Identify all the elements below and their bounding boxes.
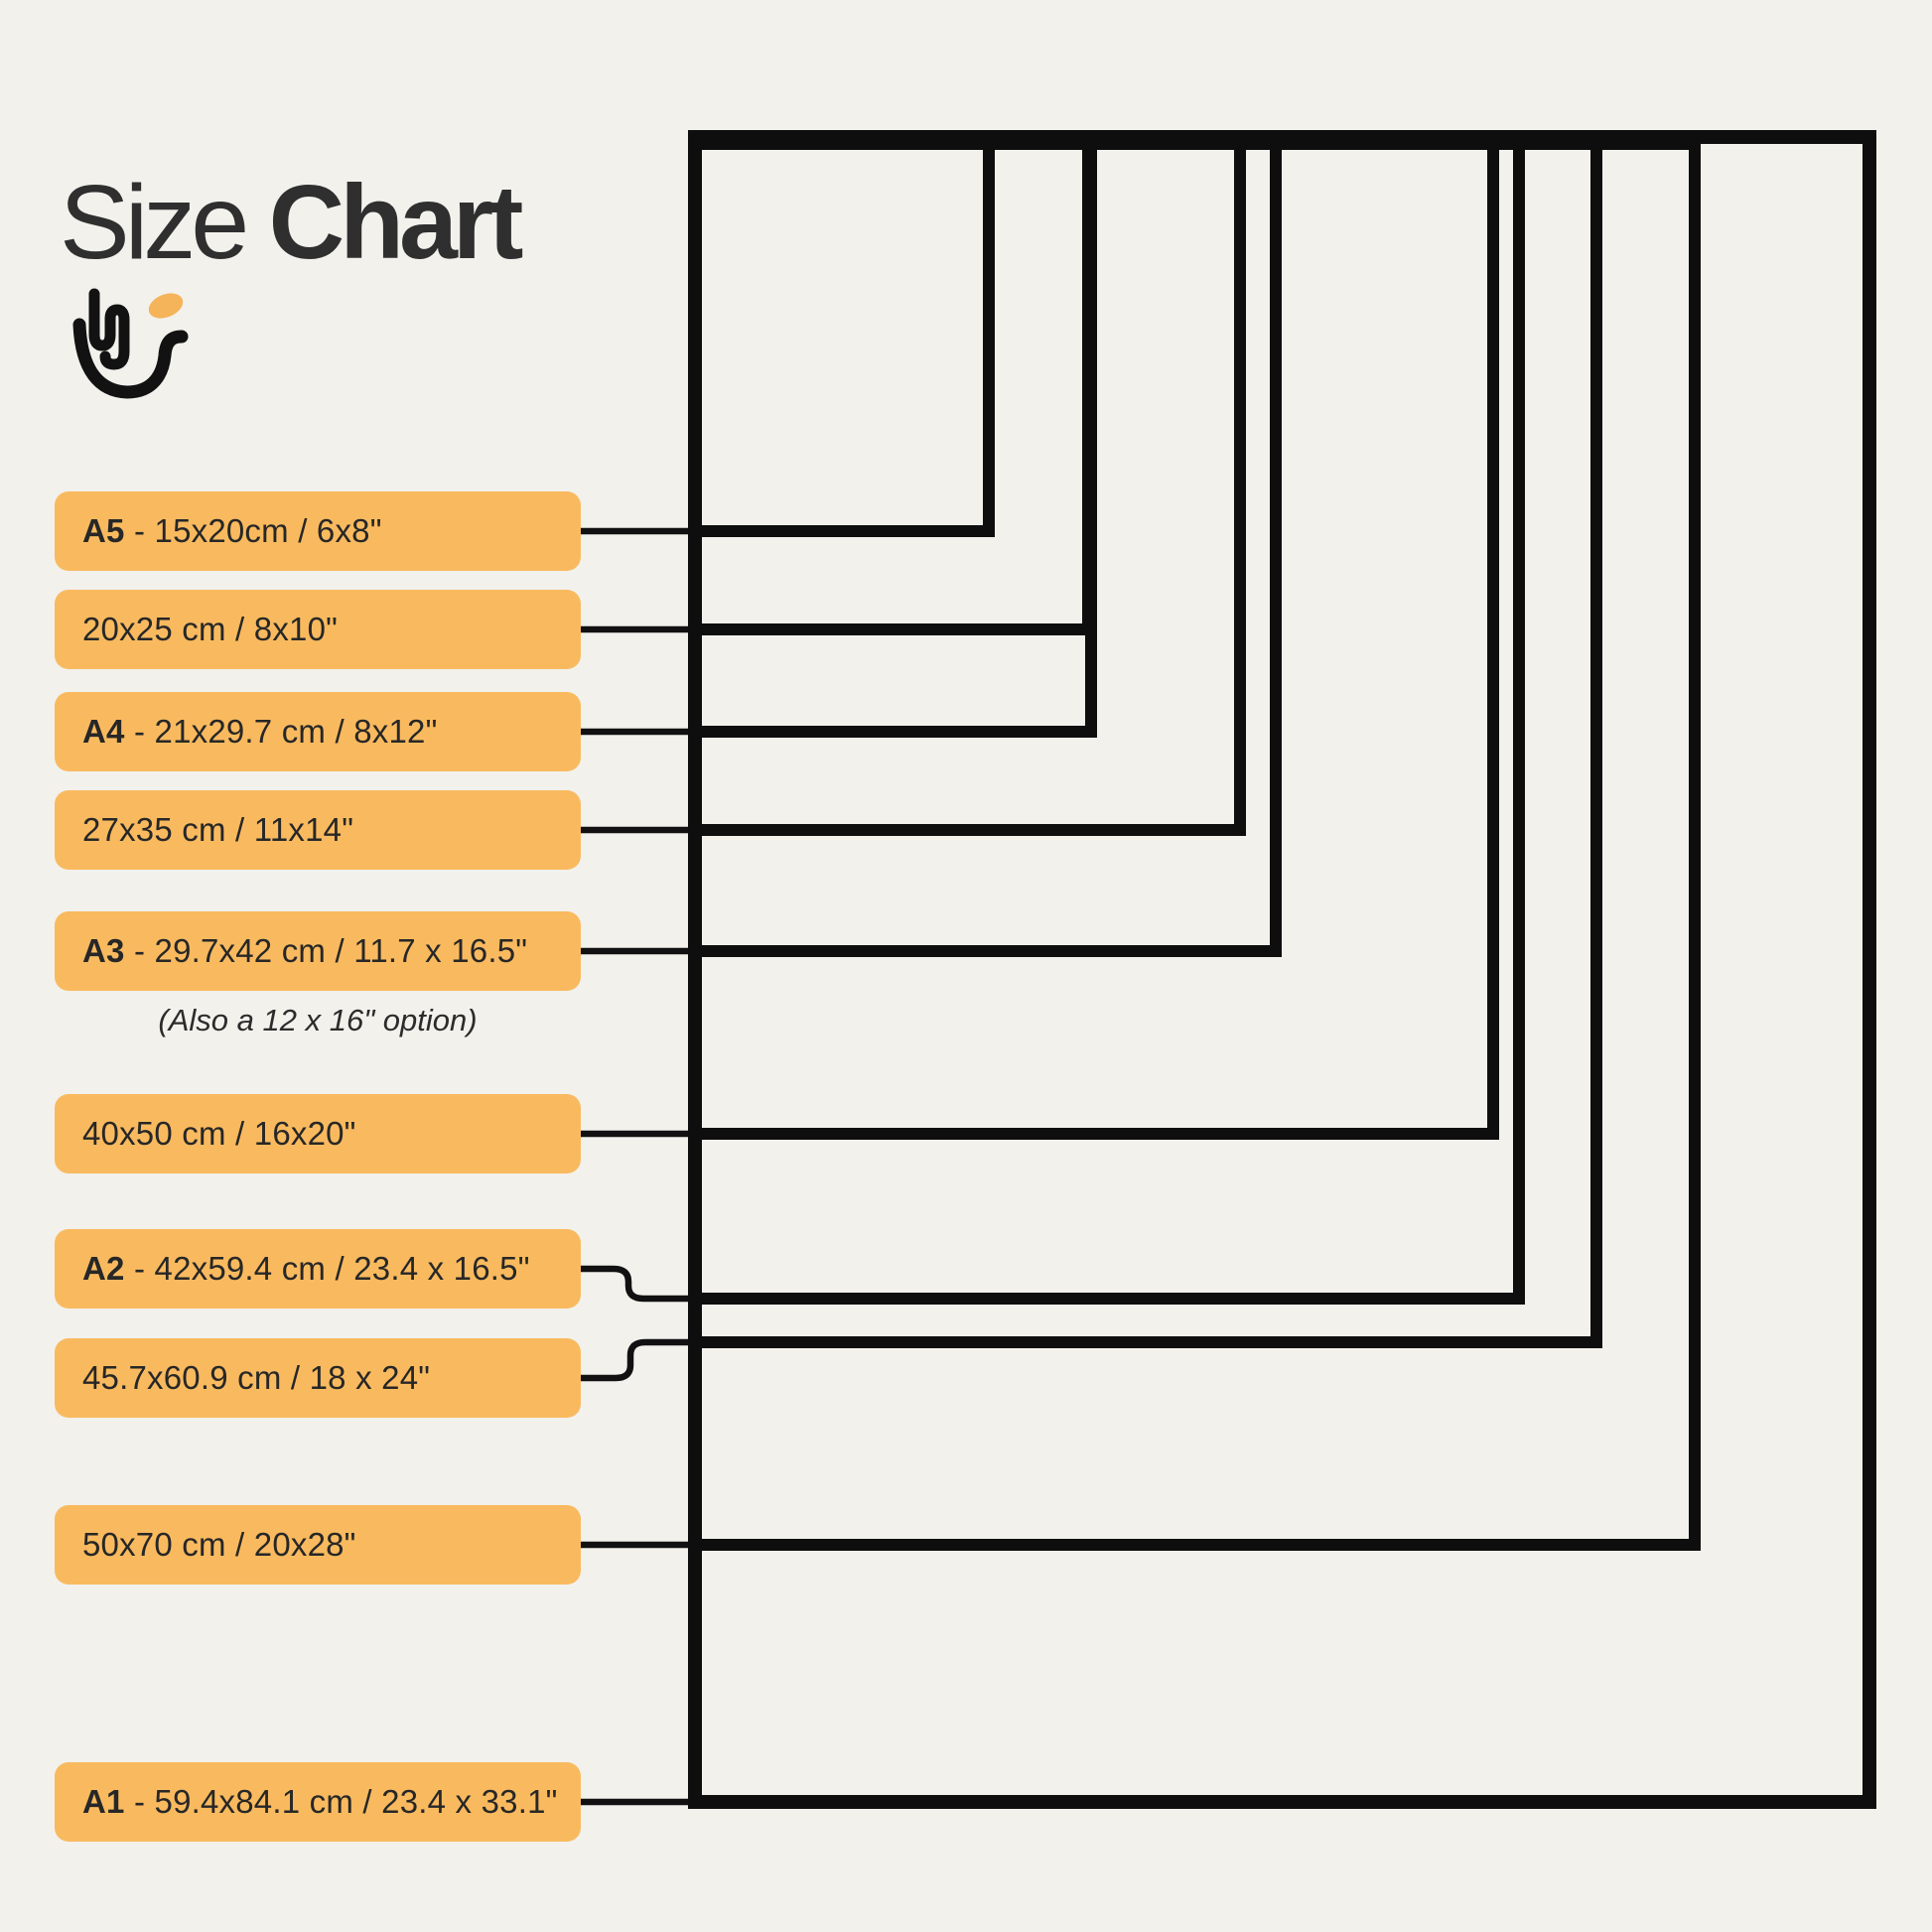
- size-rect-a4: [695, 137, 1091, 732]
- size-rect-a5: [695, 137, 989, 531]
- size-label-40x50: [55, 1094, 581, 1173]
- size-label-a2-text: - 42x59.4 cm / 23.4 x 16.5": [124, 1250, 530, 1287]
- title-word-size: Size: [60, 164, 245, 282]
- size-label-a3-code: A3: [82, 932, 125, 969]
- size-label-27x35-text: 27x35 cm / 11x14": [82, 811, 354, 848]
- size-label-40x50-text: 40x50 cm / 16x20": [82, 1115, 356, 1152]
- size-rect-45x60: [695, 141, 1596, 1342]
- size-label-a2-code: A2: [82, 1250, 125, 1287]
- size-label-45x60-text: 45.7x60.9 cm / 18 x 24": [82, 1359, 431, 1396]
- size-label-27x35: [55, 790, 581, 870]
- size-label-a4-text: - 21x29.7 cm / 8x12": [124, 713, 438, 750]
- size-label-a4: [55, 692, 581, 771]
- size-label-a1-code: A1: [82, 1783, 125, 1820]
- size-label-20x25-text: 20x25 cm / 8x10": [82, 611, 339, 647]
- size-rect-a2: [695, 137, 1519, 1299]
- size-label-a3: [55, 911, 581, 991]
- size-label-45x60: [55, 1338, 581, 1418]
- size-label-a3-text: - 29.7x42 cm / 11.7 x 16.5": [124, 932, 528, 969]
- size-label-a2: [55, 1229, 581, 1309]
- size-label-a5: [55, 491, 581, 571]
- size-rect-50x70: [695, 144, 1695, 1545]
- a3-alternate-size-note: (Also a 12 x 16" option): [158, 1003, 478, 1037]
- size-label-20x25: [55, 590, 581, 669]
- size-label-a4-code: A4: [82, 713, 125, 750]
- size-label-a1: [55, 1762, 581, 1842]
- size-label-50x70-text: 50x70 cm / 20x28": [82, 1526, 356, 1563]
- size-label-a5-code: A5: [82, 512, 125, 549]
- size-label-a5-text: - 15x20cm / 6x8": [124, 512, 382, 549]
- title-word-chart: Chart: [268, 164, 519, 282]
- size-rect-20x25: [695, 137, 1088, 629]
- size-label-a1-text: - 59.4x84.1 cm / 23.4 x 33.1": [124, 1783, 558, 1820]
- size-label-50x70: [55, 1505, 581, 1585]
